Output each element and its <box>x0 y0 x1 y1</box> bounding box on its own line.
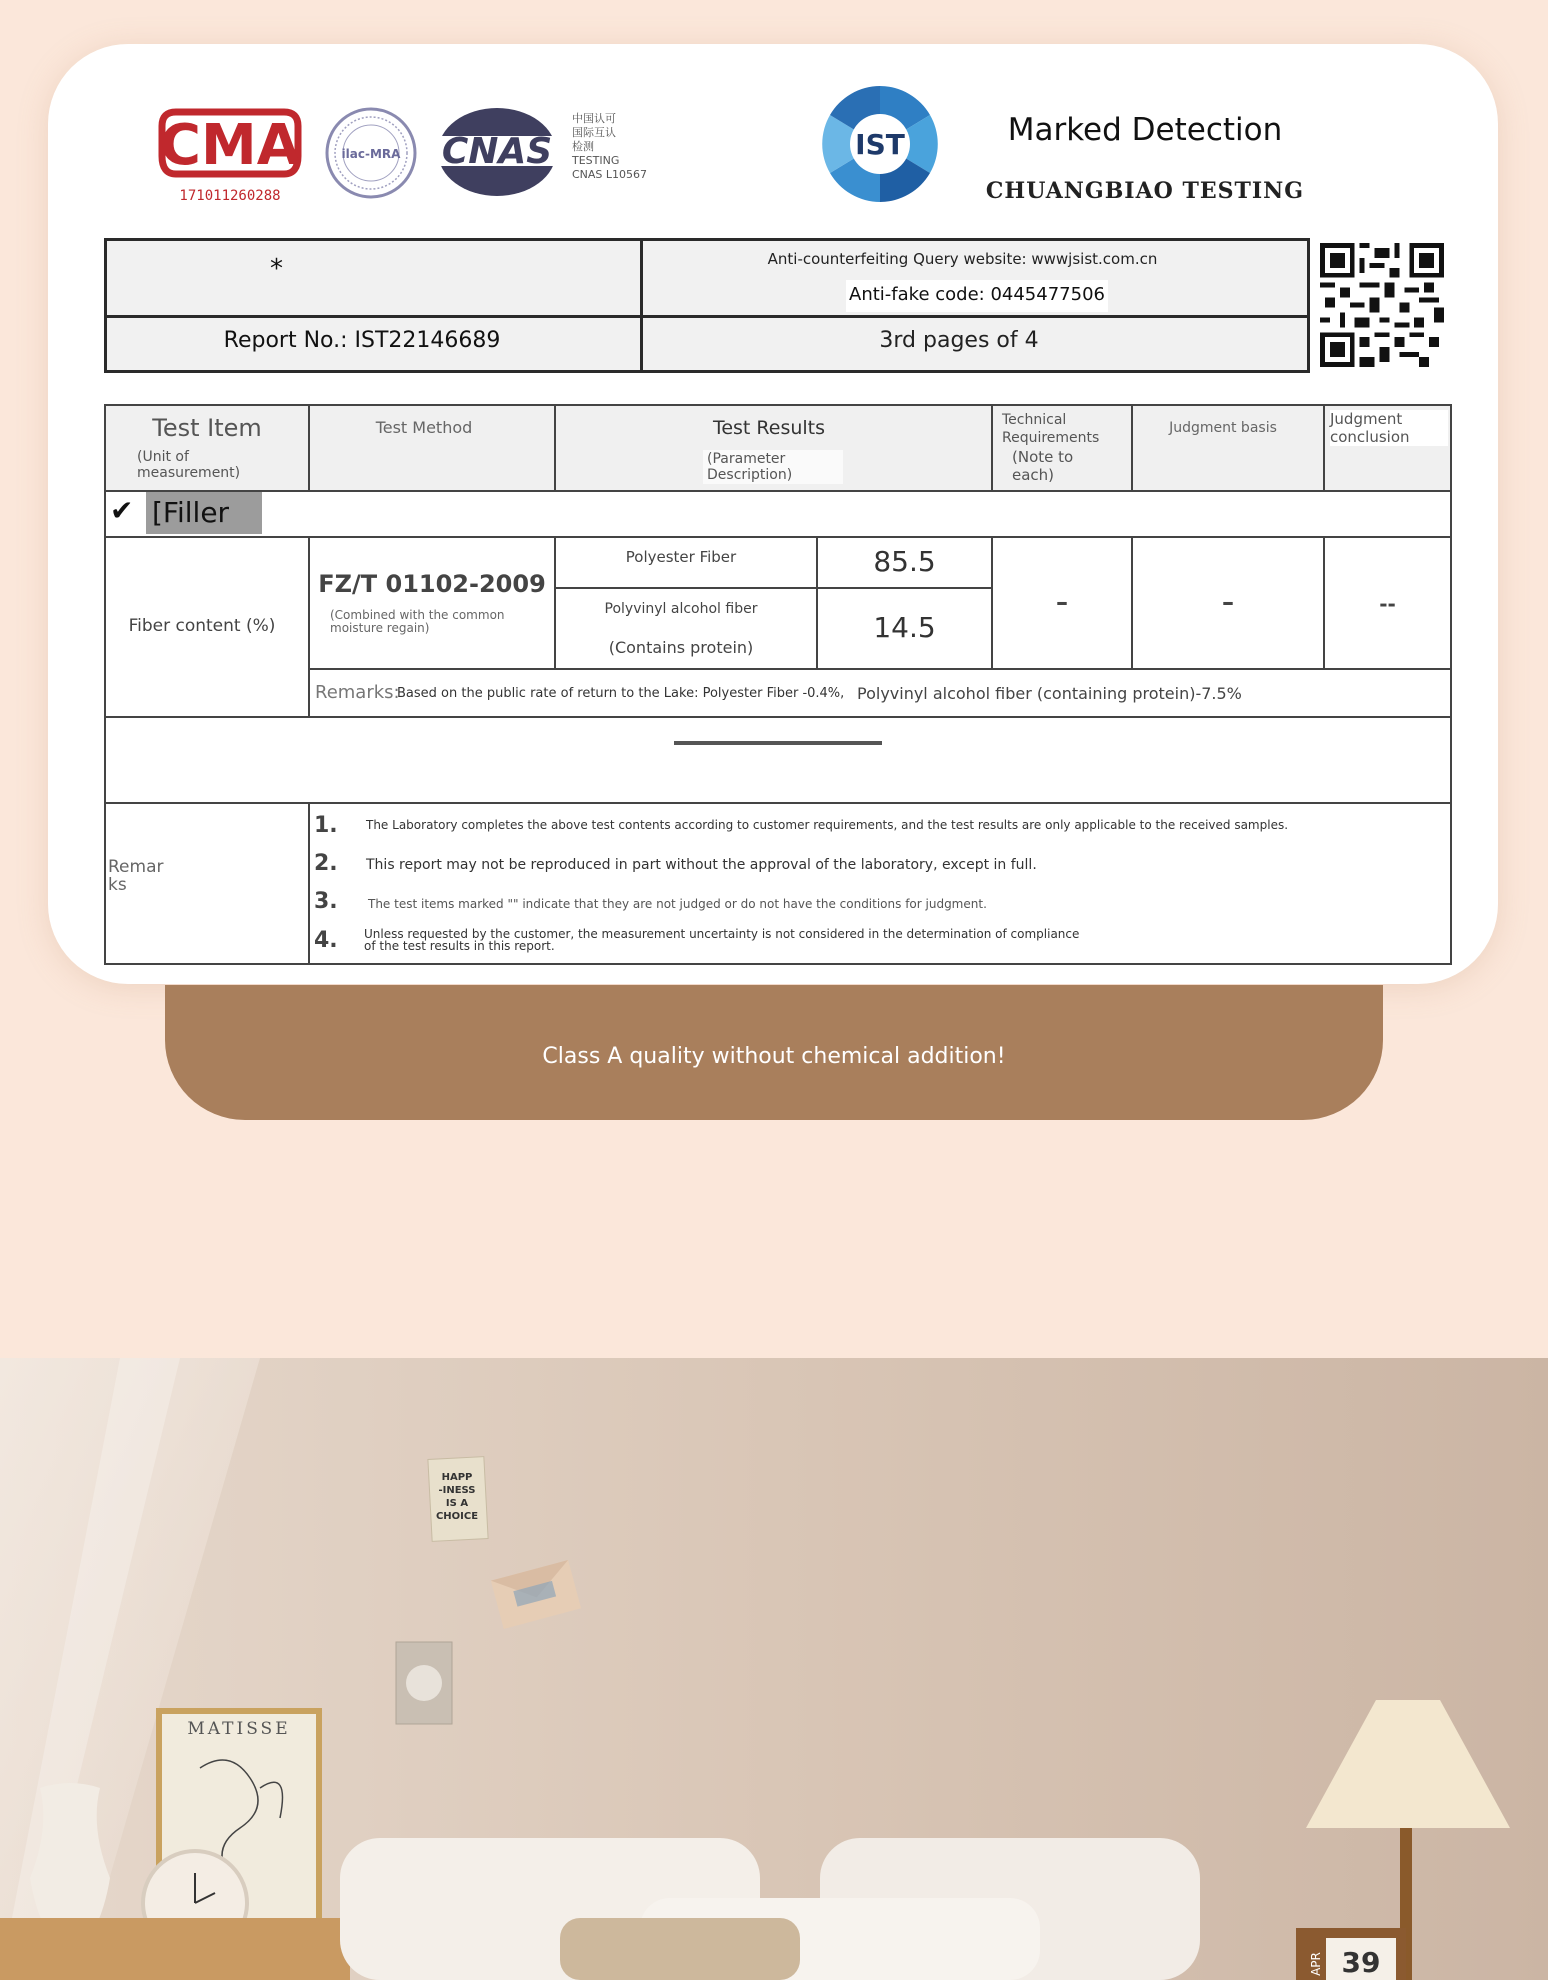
param-desc-label: (Parameter Description) <box>703 450 843 484</box>
fiber-content-label: Fiber content (%) <box>128 616 276 636</box>
cma-number: 171011260288 <box>179 188 281 204</box>
method-cell <box>308 536 556 670</box>
poster-line: IS A <box>445 1498 469 1509</box>
cma-logo <box>158 104 302 204</box>
anti-fake-code: Anti-fake code: 0445477506 <box>846 280 1108 312</box>
note-text: This report may not be reproduced in part without the approval of the laboratory, except in full. <box>366 857 1037 873</box>
notes-label: Remar ks <box>108 857 164 895</box>
th-judgment-basis <box>1131 404 1325 492</box>
test-item-label: Test Item <box>152 414 262 442</box>
note-text: Unless requested by the customer, the measurement uncertainty is not considered in the determination of compliance of the test results in this report. <box>364 927 1080 953</box>
note-text: The test items marked "" indicate that they are not judged or do not have the conditions for judgment. <box>368 897 987 911</box>
cnas-line: TESTING <box>572 154 620 167</box>
tech-req-label: Technical Requirements <box>1002 412 1100 446</box>
cnas-line: 中国认可 <box>572 112 616 125</box>
judgment-conclusion-dash: -- <box>1379 592 1396 616</box>
filler-row <box>104 490 1452 538</box>
method-standard: FZ/T 01102-2009 <box>318 570 546 598</box>
unit-label: (Unit of measurement) <box>137 449 241 481</box>
banner-slogan: Class A quality without chemical addition! <box>542 1044 1006 1069</box>
calendar-month: APR <box>1309 1952 1323 1976</box>
test-results-label: Test Results <box>712 417 826 439</box>
matisse-label: MATISSE <box>187 1719 291 1739</box>
ilac-mra-logo <box>324 106 418 200</box>
desk-calendar <box>1296 1928 1406 1980</box>
company-name-en: CHUANGBIAO TESTING <box>985 178 1305 204</box>
filler-label: [Filler <box>146 492 262 534</box>
divider-line <box>674 741 882 745</box>
star-mark: * <box>270 254 283 284</box>
ilac-text: ilac-MRA <box>341 147 401 161</box>
small-photo <box>396 1642 452 1724</box>
row2-sub: (Contains protein) <box>608 638 754 657</box>
report-number: Report No.: IST22146689 <box>223 328 501 353</box>
row2-name-cell <box>554 587 818 670</box>
desk <box>0 1918 350 1980</box>
note-number: 1. <box>314 813 338 838</box>
happiness-poster <box>428 1457 488 1542</box>
page-indicator: 3rd pages of 4 <box>879 328 1039 353</box>
cnas-logo <box>436 106 558 198</box>
tech-req-dash: – <box>1056 588 1068 616</box>
judgment-basis-label: Judgment basis <box>1169 420 1277 436</box>
judgment-conclusion-label: Judgment conclusion <box>1330 410 1448 446</box>
note-number: 2. <box>314 851 338 876</box>
note-each-label: (Note to each) <box>1012 448 1074 484</box>
row1-name: Polyester Fiber <box>625 548 737 566</box>
calendar-day: 39 <box>1341 1946 1381 1979</box>
bedroom-photo <box>0 1358 1548 1980</box>
check-mark-icon: ✔ <box>110 494 134 527</box>
row1-value: 85.5 <box>873 545 936 578</box>
note-text: The Laboratory completes the above test contents according to customer requirements, and the test results are only applicable to the received samples. <box>366 818 1289 832</box>
ist-text: IST <box>855 128 905 161</box>
blank-row <box>104 716 1452 804</box>
poster-line: HAPP <box>441 1472 473 1483</box>
cnas-text: CNAS <box>441 131 553 172</box>
judgment-basis-dash: – <box>1222 588 1234 616</box>
cnas-line: 检测 <box>572 140 594 153</box>
cnas-line: 国际互认 <box>572 126 616 139</box>
ist-logo <box>818 82 942 206</box>
method-note: (Combined with the common moisture regain) <box>330 608 505 635</box>
remarks-text-1: Based on the public rate of return to the Lake: Polyester Fiber -0.4%, <box>397 686 845 701</box>
anti-counterfeit-website: Anti-counterfeiting Query website: wwwjsist.com.cn <box>767 250 1158 268</box>
poster-line: -INESS <box>438 1485 476 1496</box>
poster-line: CHOICE <box>435 1511 479 1522</box>
remarks-label: Remarks: <box>315 682 400 703</box>
remarks-text-2: Polyvinyl alcohol fiber (containing protein)-7.5% <box>857 684 1242 703</box>
cnas-line: CNAS L10567 <box>572 168 648 181</box>
qr-code[interactable] <box>1320 242 1444 368</box>
cma-text: CMA <box>159 113 301 178</box>
note-number: 4. <box>314 928 338 953</box>
note-number: 3. <box>314 889 338 914</box>
row2-value: 14.5 <box>873 611 936 644</box>
row2-name: Polyvinyl alcohol fiber <box>604 601 758 617</box>
cnas-accreditation-text <box>572 112 662 182</box>
company-name: Marked Detection <box>1007 112 1283 148</box>
test-method-label: Test Method <box>375 418 473 437</box>
cushion <box>560 1918 800 1980</box>
